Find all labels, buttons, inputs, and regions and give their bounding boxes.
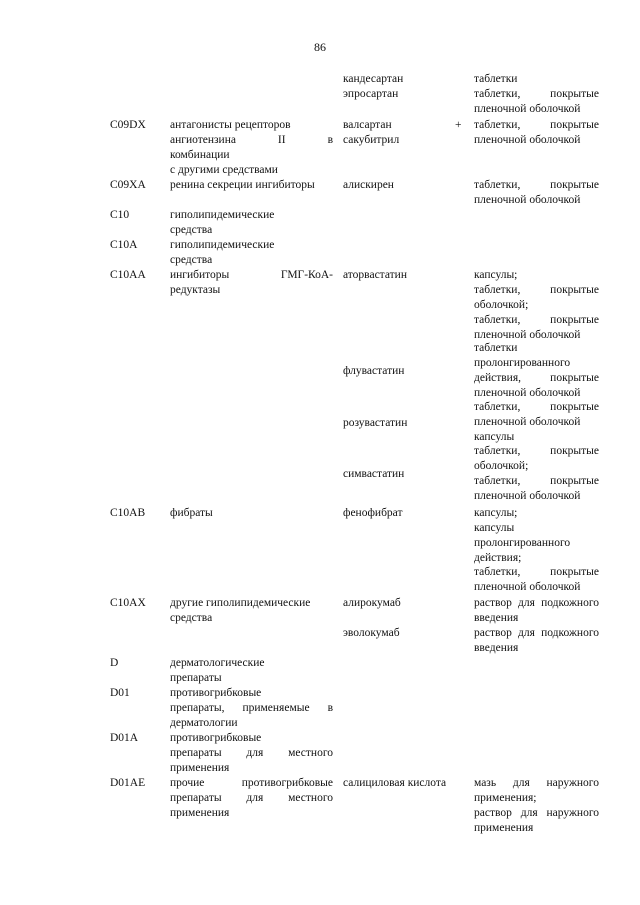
page-number: 86 <box>314 40 326 54</box>
dosage-form: таблетки, покрытые оболочкой; <box>474 445 599 472</box>
dosage-form: таблетки <box>474 73 518 85</box>
dosage-form: раствор для подкожного введения <box>474 627 599 654</box>
plus-sign: + <box>455 119 462 131</box>
dosage-form: раствор для наружного применения <box>474 807 599 834</box>
atc-group-name: применения <box>170 762 230 774</box>
drug-name: симвастатин <box>343 468 405 480</box>
drug-name: алискирен <box>343 179 394 191</box>
drug-name: розувастатин <box>343 417 408 429</box>
atc-group-name: ингибиторы ГМГ-КоА- <box>170 269 333 281</box>
atc-group-name: редуктазы <box>170 284 221 296</box>
drug-name: кандесартан <box>343 73 404 85</box>
drug-name: алирокумаб <box>343 597 401 609</box>
dosage-form: капсулы <box>474 431 515 443</box>
dosage-form: таблетки, покрытые пленочной оболочкой <box>474 314 599 341</box>
atc-code: D01A <box>110 732 139 744</box>
drug-name: сакубитрил <box>343 134 400 146</box>
atc-group-name: противогрибковые <box>170 687 262 699</box>
atc-group-name: другие гиполипидемические <box>170 597 311 609</box>
dosage-form: таблетки пролонгированного действия, покрытые пленочной оболочкой <box>474 342 599 399</box>
atc-code: D <box>110 657 119 669</box>
dosage-form: раствор для подкожного введения <box>474 597 599 624</box>
dosage-form: капсулы; <box>474 269 518 281</box>
atc-group-name: прочие противогрибковые <box>170 777 333 789</box>
atc-code: D01 <box>110 687 130 699</box>
atc-group-name: дерматологические <box>170 657 265 669</box>
atc-group-name: препараты <box>170 672 222 684</box>
atc-group-name: комбинации <box>170 149 230 161</box>
atc-group-name: дерматологии <box>170 717 238 729</box>
dosage-form: мазь для наружного применения; <box>474 777 599 804</box>
atc-code: C10 <box>110 209 130 221</box>
atc-group-name: противогрибковые <box>170 732 262 744</box>
atc-group-name: препараты для местного <box>170 747 333 759</box>
drug-name: салициловая кислота <box>343 777 447 789</box>
dosage-form: таблетки, покрытые пленочной оболочкой <box>474 179 599 206</box>
drug-name: флувастатин <box>343 365 405 377</box>
dosage-form: таблетки, покрытые пленочной оболочкой <box>474 401 599 428</box>
dosage-form: капсулы; <box>474 507 518 519</box>
atc-group-name: средства <box>170 612 213 624</box>
atc-group-name: ангиотензина II в <box>170 134 333 146</box>
dosage-form: таблетки, покрытые пленочной оболочкой <box>474 119 599 146</box>
atc-code: C10A <box>110 239 138 251</box>
atc-group-name: антагонисты рецепторов <box>170 119 291 131</box>
dosage-form: капсулы пролонгированного действия; <box>474 522 571 564</box>
atc-group-name: гиполипидемические <box>170 239 275 251</box>
atc-code: D01AE <box>110 777 146 789</box>
atc-code: C09DX <box>110 119 146 131</box>
atc-group-name: с другими средствами <box>170 164 278 176</box>
atc-code: C09XA <box>110 179 146 191</box>
drug-name: фенофибрат <box>343 507 403 519</box>
atc-code: C10AX <box>110 597 146 609</box>
dosage-form: таблетки, покрытые пленочной оболочкой <box>474 566 599 593</box>
atc-group-name: гиполипидемические <box>170 209 275 221</box>
dosage-form: таблетки, покрытые пленочной оболочкой <box>474 475 599 502</box>
atc-group-name: препараты для местного <box>170 792 333 804</box>
atc-group-name: ренина секреции ингибиторы <box>170 179 315 191</box>
dosage-form: таблетки, покрытые пленочной оболочкой <box>474 88 599 115</box>
atc-group-name: средства <box>170 254 213 266</box>
atc-group-name: средства <box>170 224 213 236</box>
atc-group-name: препараты, применяемые в <box>170 702 333 714</box>
drug-name: эволокумаб <box>343 627 400 639</box>
dosage-form: таблетки, покрытые оболочкой; <box>474 284 599 311</box>
atc-code: C10AB <box>110 507 146 519</box>
atc-group-name: фибраты <box>170 507 213 519</box>
drug-name: эпросартан <box>343 88 399 100</box>
atc-code: C10AA <box>110 269 146 281</box>
drug-name: аторвастатин <box>343 269 407 281</box>
atc-group-name: применения <box>170 807 230 819</box>
drug-name: валсартан <box>343 119 392 131</box>
